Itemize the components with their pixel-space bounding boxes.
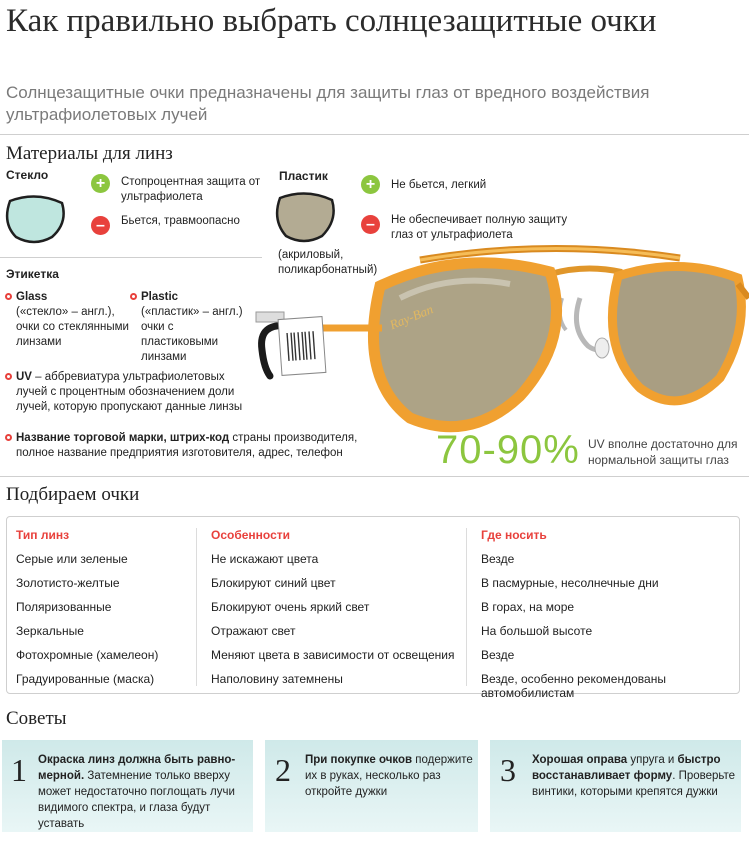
choose-heading: Подбираем очки (6, 484, 140, 505)
tip-card (265, 740, 478, 832)
uv-term: UV (16, 371, 32, 383)
table-cell: Фотохромные (хамелеон) (16, 648, 159, 662)
plastic-plus-text: Не бьется, легкий (391, 179, 487, 191)
divider (0, 257, 262, 258)
plus-icon: + (91, 174, 110, 193)
table-cell: Отражают свет (211, 624, 296, 638)
table-cell: На большой высоте (481, 624, 593, 638)
table-header-where: Где носить (481, 528, 547, 542)
page-title: Как правильно выбрать солнцезащитные очки (6, 3, 657, 39)
table-cell: Золотисто-желтые (16, 576, 120, 590)
plastic-desc: («пластик» – англ.) очки с пластиковыми линзами (141, 306, 243, 363)
tip-card (2, 740, 253, 832)
label-heading: Этикетка (6, 267, 59, 281)
page-subtitle: Солнцезащитные очки предназначены для защиты глаз от вредного воздействия ультрафиолетовых лучей (6, 83, 650, 124)
tip-text: подержите их в руках, несколько раз откройте дужки (305, 754, 473, 798)
tip-bold: Окраска линз должна быть равно-мерной. (38, 754, 236, 782)
plastic-note: (акриловый, поликарбонатный) (278, 249, 378, 276)
table-header-type: Тип линз (16, 528, 70, 542)
bullet-icon (5, 434, 12, 441)
tip-card (490, 740, 741, 832)
tip-bold: При покупке очков (305, 754, 413, 766)
tip-bold: Хорошая оправа (532, 754, 628, 766)
uv-desc: – аббревиатура ультрафиолетовых лучей с процентным обозначением доли лучей, которую пропускают данные линзы (16, 371, 243, 413)
lens-table (6, 516, 740, 694)
tips-heading: Советы (6, 708, 67, 729)
plastic-minus-text: Не обеспечивает полную защиту глаз от ультрафиолета (391, 214, 568, 241)
table-cell: Серые или зеленые (16, 552, 128, 566)
plus-icon: + (361, 175, 380, 194)
table-header-features: Особенности (211, 528, 291, 542)
tip-number: 3 (500, 752, 516, 788)
lens-logo: Ray-Ban (387, 301, 436, 333)
table-cell: В пасмурные, несолнечные дни (481, 576, 659, 590)
table-cell: Градуированные (маска) (16, 672, 155, 686)
glass-minus-text: Бьется, травмоопасно (121, 215, 240, 227)
table-cell: Блокируют синий цвет (211, 576, 336, 590)
divider (0, 134, 749, 135)
glass-label: Стекло (6, 168, 49, 182)
glass-lens-icon (4, 193, 68, 245)
table-cell: Везде (481, 552, 515, 566)
sunglasses-illustration (250, 228, 749, 440)
minus-icon: – (91, 216, 110, 235)
bullet-icon (130, 293, 137, 300)
tip-text: упруга и (627, 754, 678, 766)
table-cell: Везде (481, 648, 515, 662)
plastic-label: Пластик (279, 169, 328, 183)
glass-plus-text: Стопроцентная защита от ультрафиолета (121, 176, 261, 203)
uv-note-text: UV вполне достаточно для нормальной защиты глаз (588, 437, 738, 467)
brand-desc: страны производителя, полное название предприятия изготовителя, адрес, телефон (16, 432, 358, 459)
brand-term: Название торговой марки, штрих-код (16, 432, 230, 444)
glass-term: Glass (16, 291, 48, 303)
tip-bold: быстро восстанавливает форму (532, 754, 721, 782)
bullet-icon (5, 293, 12, 300)
tip-text: . Проверьте винтики, которыми крепятся дужки (532, 770, 736, 798)
materials-heading: Материалы для линз (6, 143, 173, 164)
tip-text: Затемнение только вверху может недостаточно поглощать лучи видимого спектра, и глаза будут уставать (38, 770, 235, 830)
tip-number: 1 (11, 752, 27, 788)
table-cell: Наполовину затемнены (211, 672, 343, 686)
bullet-icon (5, 373, 12, 380)
table-cell: Блокируют очень яркий свет (211, 600, 370, 614)
table-divider (466, 528, 467, 686)
tip-number: 2 (275, 752, 291, 788)
table-cell: Меняют цвета в зависимости от освещения (211, 648, 455, 662)
plastic-term: Plastic (141, 291, 179, 303)
glass-desc: («стекло» – англ.), очки со стеклянными линзами (16, 306, 129, 348)
table-cell: Зеркальные (16, 624, 84, 638)
uv-percent: 70-90% (436, 428, 580, 472)
table-cell: Поляризованные (16, 600, 112, 614)
divider (0, 476, 749, 477)
table-divider (196, 528, 197, 686)
table-cell: Не искажают цвета (211, 552, 319, 566)
minus-icon: – (361, 215, 380, 234)
table-cell: Везде, особенно рекомендованы автомобилистам (481, 672, 666, 700)
table-cell: В горах, на море (481, 600, 575, 614)
